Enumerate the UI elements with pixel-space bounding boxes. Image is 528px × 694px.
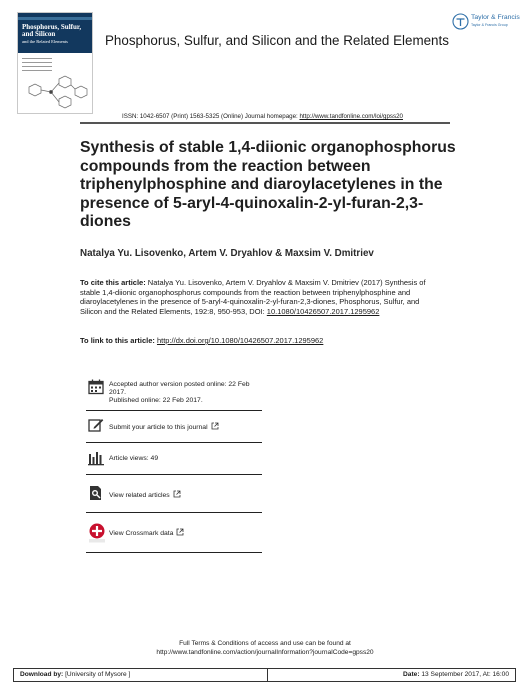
header-divider — [80, 122, 450, 124]
date-label: Date: — [403, 671, 420, 678]
citation-block — [80, 278, 440, 316]
taylor-francis-logo-icon — [452, 13, 469, 30]
cover-title — [22, 24, 90, 45]
terms-notice — [80, 640, 450, 657]
article-title: Synthesis of stable 1,4-diionic organophosphorus compounds from the reaction between triphenylphosphine and diaroylacetylenes in the presence of 5-aryl-4-quinoxalin-2-yl-furan-2,3-diones — [80, 139, 456, 230]
terms-link[interactable]: http://www.tandfonline.com/action/journalInformation?journalCode=gpss20 — [156, 648, 374, 656]
cover-subtitle: and the Related Elements — [22, 39, 68, 44]
download-by — [20, 671, 130, 678]
citation-label: To cite this article: — [80, 278, 146, 287]
bar-chart-icon — [88, 450, 104, 466]
journal-homepage-link[interactable]: http://www.tandfonline.com/loi/gpss20 — [299, 113, 403, 120]
publication-dates-row — [86, 376, 262, 411]
download-value: [University of Mysore ] — [63, 671, 131, 678]
published-date: Published online: 22 Feb 2017. — [109, 397, 203, 404]
cover-contents-lines — [22, 58, 52, 74]
download-info-bar — [13, 668, 516, 682]
journal-name[interactable]: Phosphorus, Sulfur, and Silicon and the Related Elements — [105, 33, 449, 48]
date-value: 13 September 2017, At: 16:00 — [419, 671, 509, 678]
article-views-row[interactable] — [86, 443, 262, 475]
publisher-name: Taylor & Francis — [471, 14, 520, 21]
molecule-graphic — [21, 75, 91, 113]
accepted-date: Accepted author version posted online: 22 Feb 2017. — [109, 381, 250, 396]
issn-text: ISSN: 1042-6507 (Print) 1563-5325 (Online) Journal homepage: — [121, 113, 300, 120]
calendar-icon — [88, 379, 104, 395]
external-link-icon — [173, 490, 181, 498]
crossmark-icon — [88, 523, 106, 543]
cover-strip — [18, 17, 92, 20]
article-doi-link[interactable]: http://dx.doi.org/10.1080/10426507.2017.1295962 — [156, 336, 324, 345]
link-label: To link to this article: — [80, 336, 157, 345]
related-articles-link[interactable]: View related articles — [109, 492, 170, 499]
external-link-icon — [176, 528, 184, 536]
article-views[interactable]: Article views: 49 — [109, 455, 159, 462]
citation-text: Natalya Yu. Lisovenko, Artem V. Dryahlov & Maxsim V. Dmitriev (2017) Synthesis of stable 1,4-diionic organophosphorus compounds from the reaction between triphenylphosphine and diaroylacetylenes in the presence of 5-aryl-4-quinoxalin-2-yl-furan-2,3-diones, Phosphorus, Sulfur, and Silicon and the Related Elements, 192:8, 950-953, DOI: — [80, 278, 426, 316]
download-bar-divider — [267, 669, 268, 681]
crossmark-link[interactable]: View Crossmark data — [109, 530, 174, 537]
cover-band — [18, 13, 92, 53]
crossmark-row[interactable] — [86, 513, 262, 553]
download-date — [403, 671, 509, 678]
cover-title-text: Phosphorus, Sulfur, and Silicon — [22, 23, 82, 38]
submit-article-row[interactable] — [86, 411, 262, 443]
external-link-icon — [211, 422, 219, 430]
article-authors: Natalya Yu. Lisovenko, Artem V. Dryahlov & Maxsim V. Dmitriev — [80, 248, 374, 259]
journal-cover-thumbnail — [17, 12, 93, 114]
issn-line — [95, 113, 430, 120]
submit-article-link[interactable]: Submit your article to this journal — [109, 424, 208, 431]
related-articles-row[interactable] — [86, 475, 262, 513]
citation-doi-link[interactable]: 10.1080/10426507.2017.1295962 — [266, 306, 380, 316]
article-info-panel — [86, 376, 262, 553]
publisher-logo[interactable] — [452, 13, 522, 35]
publisher-group: Taylor & Francis Group — [471, 23, 508, 27]
search-document-icon — [88, 485, 104, 501]
terms-line-1: Full Terms & Conditions of access and use can be found at — [179, 640, 351, 647]
edit-icon — [88, 417, 104, 433]
download-label: Download by: — [20, 671, 64, 678]
article-link-line — [80, 336, 323, 345]
